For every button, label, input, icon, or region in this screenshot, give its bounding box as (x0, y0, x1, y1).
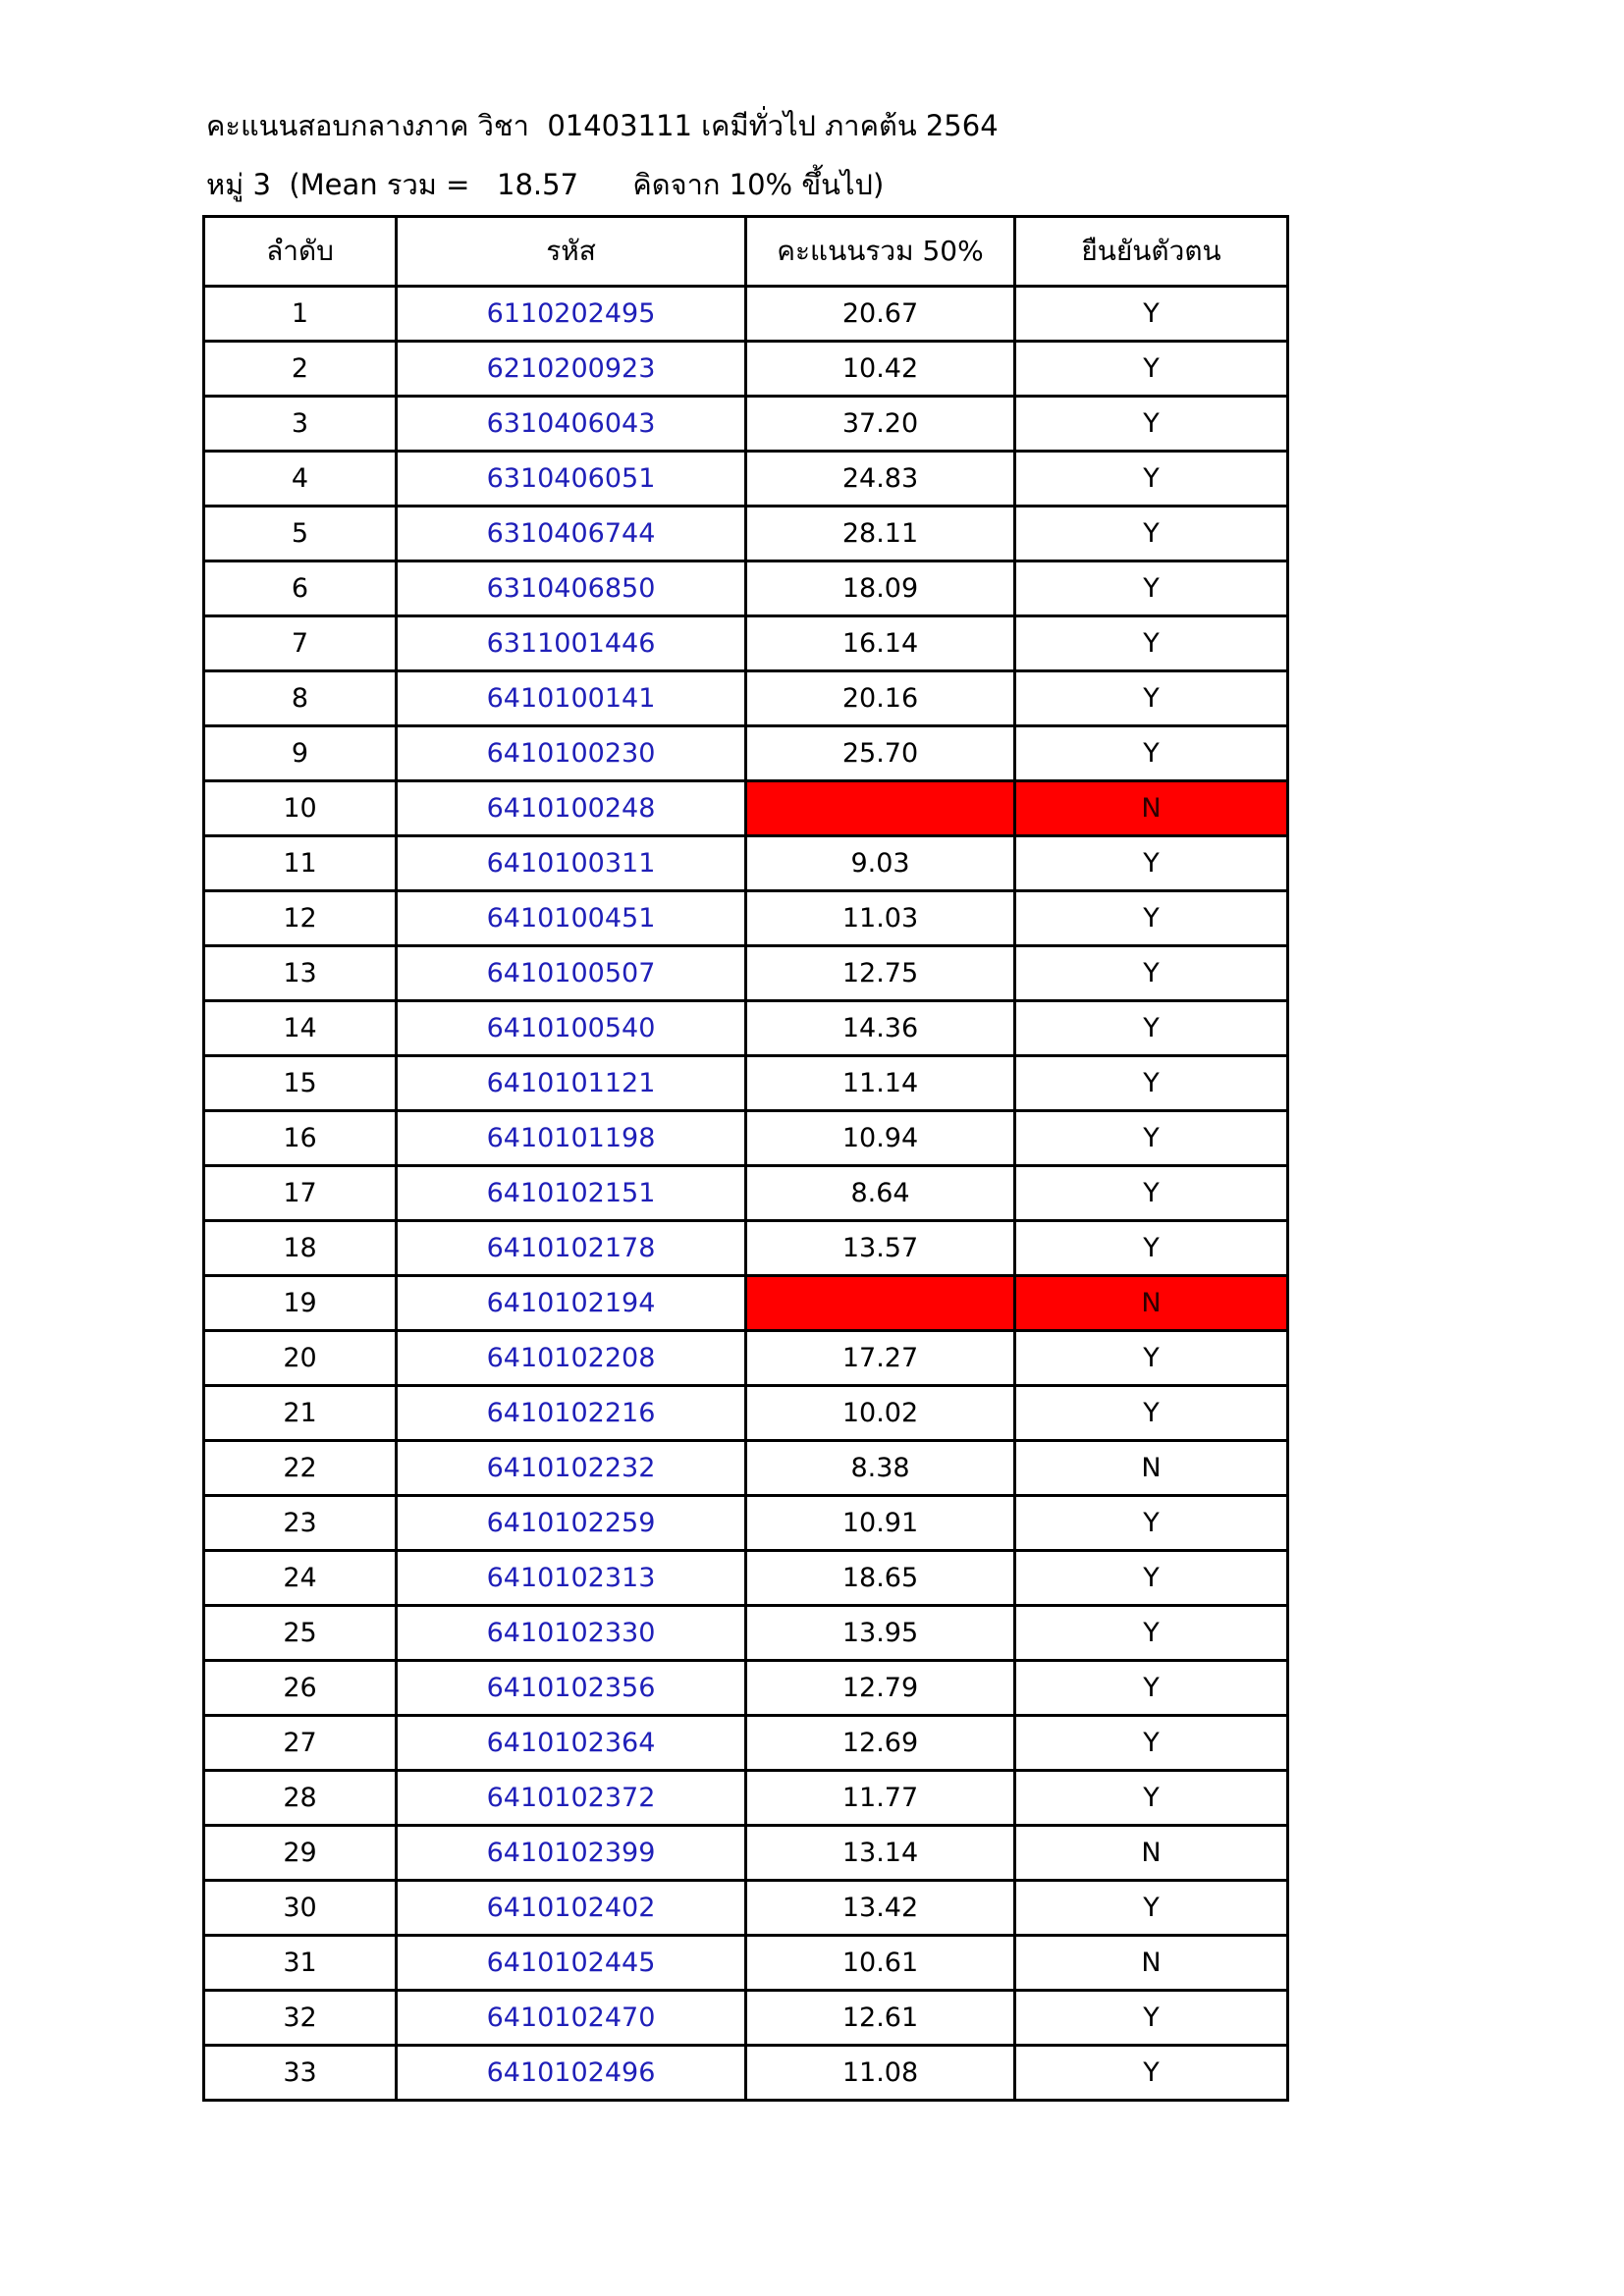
table-row (204, 452, 1288, 507)
order-cell: 18 (204, 1221, 397, 1276)
order-cell: 5 (204, 507, 397, 561)
order-cell: 26 (204, 1661, 397, 1716)
order-cell: 32 (204, 1991, 397, 2046)
identity-confirmed-cell: Y (1015, 397, 1288, 452)
score-cell: 12.75 (746, 946, 1015, 1001)
order-cell: 16 (204, 1111, 397, 1166)
table-row (204, 1661, 1288, 1716)
order-cell: 9 (204, 726, 397, 781)
identity-confirmed-cell: N (1015, 1936, 1288, 1991)
order-cell: 27 (204, 1716, 397, 1771)
order-cell: 13 (204, 946, 397, 1001)
identity-confirmed-cell: Y (1015, 1991, 1288, 2046)
score-cell: 10.61 (746, 1936, 1015, 1991)
identity-confirmed-cell: Y (1015, 1551, 1288, 1606)
table-body (204, 287, 1288, 2101)
score-cell: 11.14 (746, 1056, 1015, 1111)
table-row (204, 1111, 1288, 1166)
student-id-cell: 6410100451 (397, 891, 746, 946)
student-id-cell: 6410102364 (397, 1716, 746, 1771)
student-id-cell: 6410102216 (397, 1386, 746, 1441)
order-cell: 4 (204, 452, 397, 507)
table-row (204, 1056, 1288, 1111)
student-id-cell: 6310406043 (397, 397, 746, 452)
order-cell: 2 (204, 342, 397, 397)
score-cell: 11.08 (746, 2046, 1015, 2101)
identity-confirmed-cell: Y (1015, 2046, 1288, 2101)
identity-confirmed-cell: N (1015, 781, 1288, 836)
score-cell: 20.67 (746, 287, 1015, 342)
order-cell: 10 (204, 781, 397, 836)
order-cell: 1 (204, 287, 397, 342)
identity-confirmed-cell: Y (1015, 1221, 1288, 1276)
table-row (204, 1606, 1288, 1661)
identity-confirmed-cell: Y (1015, 1771, 1288, 1826)
order-cell: 17 (204, 1166, 397, 1221)
identity-confirmed-cell: Y (1015, 671, 1288, 726)
column-header-total-score: คะแนนรวม 50% (746, 217, 1015, 287)
student-id-cell: 6310406744 (397, 507, 746, 561)
student-id-cell: 6410102232 (397, 1441, 746, 1496)
order-cell: 14 (204, 1001, 397, 1056)
student-id-cell: 6310406850 (397, 561, 746, 616)
order-cell: 24 (204, 1551, 397, 1606)
identity-confirmed-cell: Y (1015, 1661, 1288, 1716)
order-cell: 6 (204, 561, 397, 616)
order-cell: 22 (204, 1441, 397, 1496)
table-row (204, 1276, 1288, 1331)
student-id-cell: 6311001446 (397, 616, 746, 671)
table-row (204, 1551, 1288, 1606)
student-id-cell: 6410102330 (397, 1606, 746, 1661)
section-subtitle: หมู่ 3 (Mean รวม = 18.57 คิดจาก 10% ขึ้นไป) (206, 168, 885, 201)
score-cell: 11.03 (746, 891, 1015, 946)
order-cell: 29 (204, 1826, 397, 1881)
table-row (204, 1826, 1288, 1881)
order-cell: 15 (204, 1056, 397, 1111)
column-header-identity-confirmed: ยืนยันตัวตน (1015, 217, 1288, 287)
identity-confirmed-cell: Y (1015, 1881, 1288, 1936)
identity-confirmed-cell: Y (1015, 1166, 1288, 1221)
score-cell: 18.65 (746, 1551, 1015, 1606)
page-title: คะแนนสอบกลางภาค วิชา 01403111 เคมีทั่วไป ภาคต้น 2564 (206, 109, 999, 142)
identity-confirmed-cell: Y (1015, 452, 1288, 507)
score-cell: 8.38 (746, 1441, 1015, 1496)
student-id-cell: 6410100311 (397, 836, 746, 891)
table-row (204, 891, 1288, 946)
order-cell: 28 (204, 1771, 397, 1826)
table-header-row (204, 217, 1288, 287)
score-cell: 10.91 (746, 1496, 1015, 1551)
score-cell: 10.02 (746, 1386, 1015, 1441)
identity-confirmed-cell: N (1015, 1441, 1288, 1496)
table-row (204, 1331, 1288, 1386)
score-cell: 12.79 (746, 1661, 1015, 1716)
order-cell: 8 (204, 671, 397, 726)
identity-confirmed-cell: N (1015, 1276, 1288, 1331)
order-cell: 21 (204, 1386, 397, 1441)
student-id-cell: 6410102313 (397, 1551, 746, 1606)
order-cell: 12 (204, 891, 397, 946)
student-id-cell: 6410102208 (397, 1331, 746, 1386)
student-id-cell: 6110202495 (397, 287, 746, 342)
identity-confirmed-cell: Y (1015, 616, 1288, 671)
identity-confirmed-cell: Y (1015, 726, 1288, 781)
student-id-cell: 6310406051 (397, 452, 746, 507)
score-cell: 9.03 (746, 836, 1015, 891)
table-row (204, 507, 1288, 561)
column-header-student-id: รหัส (397, 217, 746, 287)
student-id-cell: 6410101121 (397, 1056, 746, 1111)
student-id-cell: 6410102496 (397, 2046, 746, 2101)
table-row (204, 287, 1288, 342)
table-row (204, 726, 1288, 781)
table-row (204, 1001, 1288, 1056)
score-cell: 17.27 (746, 1331, 1015, 1386)
score-cell: 10.94 (746, 1111, 1015, 1166)
score-cell: 14.36 (746, 1001, 1015, 1056)
identity-confirmed-cell: Y (1015, 287, 1288, 342)
student-id-cell: 6410101198 (397, 1111, 746, 1166)
table-row (204, 781, 1288, 836)
student-id-cell: 6410100141 (397, 671, 746, 726)
student-id-cell: 6410102356 (397, 1661, 746, 1716)
student-id-cell: 6410102470 (397, 1991, 746, 2046)
identity-confirmed-cell: Y (1015, 1331, 1288, 1386)
table-row (204, 397, 1288, 452)
identity-confirmed-cell: Y (1015, 891, 1288, 946)
table-row (204, 561, 1288, 616)
score-cell: 28.11 (746, 507, 1015, 561)
scores-table (202, 215, 1289, 2102)
table-row (204, 1496, 1288, 1551)
identity-confirmed-cell: Y (1015, 1386, 1288, 1441)
order-cell: 19 (204, 1276, 397, 1331)
score-cell: 13.42 (746, 1881, 1015, 1936)
score-cell: 37.20 (746, 397, 1015, 452)
identity-confirmed-cell: Y (1015, 1111, 1288, 1166)
student-id-cell: 6410102445 (397, 1936, 746, 1991)
order-cell: 31 (204, 1936, 397, 1991)
table-row (204, 1716, 1288, 1771)
identity-confirmed-cell: Y (1015, 1606, 1288, 1661)
score-cell: 18.09 (746, 561, 1015, 616)
score-cell (746, 781, 1015, 836)
score-cell: 25.70 (746, 726, 1015, 781)
student-id-cell: 6210200923 (397, 342, 746, 397)
score-cell: 13.57 (746, 1221, 1015, 1276)
table-row (204, 1221, 1288, 1276)
identity-confirmed-cell: Y (1015, 561, 1288, 616)
order-cell: 20 (204, 1331, 397, 1386)
table-row (204, 946, 1288, 1001)
student-id-cell: 6410100540 (397, 1001, 746, 1056)
table-row (204, 1386, 1288, 1441)
identity-confirmed-cell: N (1015, 1826, 1288, 1881)
table-row (204, 836, 1288, 891)
order-cell: 25 (204, 1606, 397, 1661)
student-id-cell: 6410100507 (397, 946, 746, 1001)
student-id-cell: 6410102372 (397, 1771, 746, 1826)
student-id-cell: 6410102402 (397, 1881, 746, 1936)
student-id-cell: 6410100230 (397, 726, 746, 781)
student-id-cell: 6410100248 (397, 781, 746, 836)
table-row (204, 1881, 1288, 1936)
table-row (204, 671, 1288, 726)
table-row (204, 2046, 1288, 2101)
table-row (204, 342, 1288, 397)
identity-confirmed-cell: Y (1015, 1496, 1288, 1551)
table-row (204, 1166, 1288, 1221)
score-cell: 12.61 (746, 1991, 1015, 2046)
student-id-cell: 6410102151 (397, 1166, 746, 1221)
identity-confirmed-cell: Y (1015, 1056, 1288, 1111)
identity-confirmed-cell: Y (1015, 342, 1288, 397)
score-cell: 10.42 (746, 342, 1015, 397)
score-cell: 16.14 (746, 616, 1015, 671)
table-row (204, 1441, 1288, 1496)
identity-confirmed-cell: Y (1015, 946, 1288, 1001)
table-row (204, 1991, 1288, 2046)
order-cell: 30 (204, 1881, 397, 1936)
order-cell: 33 (204, 2046, 397, 2101)
identity-confirmed-cell: Y (1015, 1716, 1288, 1771)
score-cell: 13.14 (746, 1826, 1015, 1881)
identity-confirmed-cell: Y (1015, 1001, 1288, 1056)
student-id-cell: 6410102194 (397, 1276, 746, 1331)
score-cell: 24.83 (746, 452, 1015, 507)
order-cell: 3 (204, 397, 397, 452)
table-row (204, 1936, 1288, 1991)
order-cell: 7 (204, 616, 397, 671)
table-row (204, 1771, 1288, 1826)
student-id-cell: 6410102178 (397, 1221, 746, 1276)
score-cell: 11.77 (746, 1771, 1015, 1826)
identity-confirmed-cell: Y (1015, 507, 1288, 561)
order-cell: 23 (204, 1496, 397, 1551)
column-header-order: ลำดับ (204, 217, 397, 287)
score-cell: 20.16 (746, 671, 1015, 726)
identity-confirmed-cell: Y (1015, 836, 1288, 891)
score-cell: 13.95 (746, 1606, 1015, 1661)
student-id-cell: 6410102259 (397, 1496, 746, 1551)
score-cell: 8.64 (746, 1166, 1015, 1221)
student-id-cell: 6410102399 (397, 1826, 746, 1881)
score-cell (746, 1276, 1015, 1331)
table-row (204, 616, 1288, 671)
score-cell: 12.69 (746, 1716, 1015, 1771)
order-cell: 11 (204, 836, 397, 891)
